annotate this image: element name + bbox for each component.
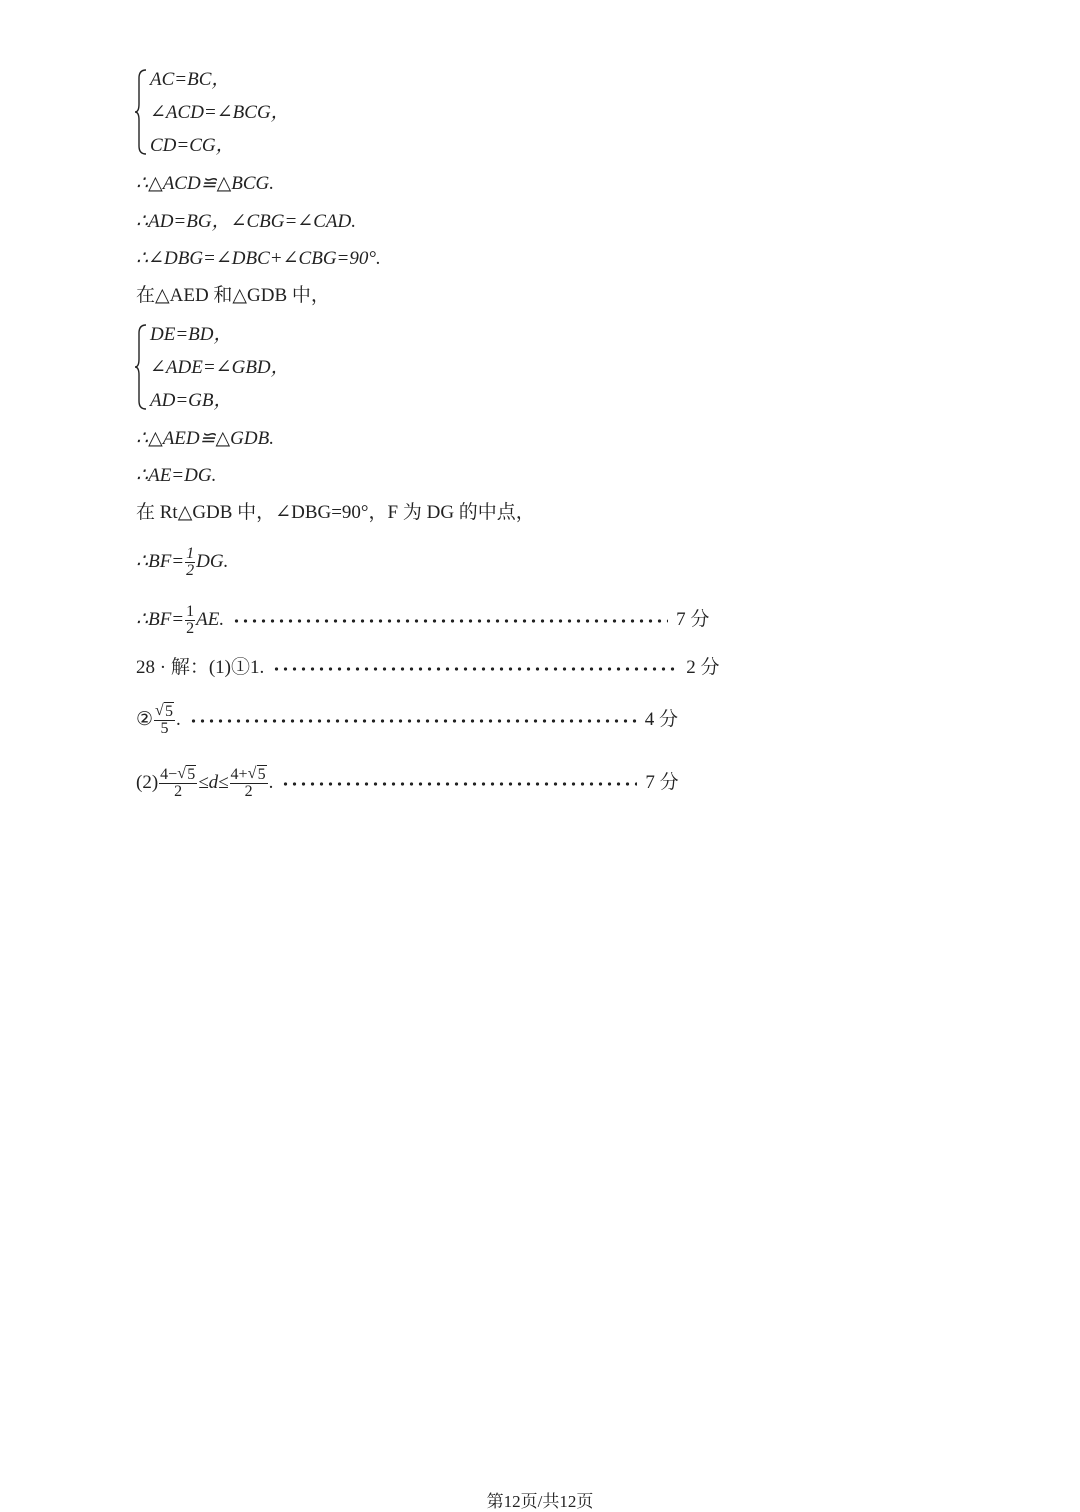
fraction: [230, 767, 268, 800]
left-brace: [134, 323, 148, 407]
bf-prefix: ∴BF=: [136, 609, 185, 630]
part-label: (2): [136, 772, 159, 793]
question-number: 28 · 解：(1)①1.: [136, 657, 265, 678]
proof-line: 在△AED 和△GDB 中，: [136, 285, 330, 306]
denominator: 2: [244, 783, 253, 801]
leader-dots: [232, 618, 668, 624]
radical-sign: √: [155, 702, 164, 720]
numerator: [230, 767, 268, 784]
proof-line-fraction: [136, 542, 228, 582]
denominator: 2: [186, 562, 195, 580]
score-label: 7 分: [645, 772, 679, 793]
fraction: [185, 546, 195, 579]
proof-line: ∴△AED≌△GDB.: [136, 428, 274, 449]
numerator-text: 4+: [230, 766, 248, 784]
equation-row: CD=CG，: [150, 135, 235, 156]
numerator-text: 4−: [160, 766, 178, 784]
proof-line: ∴AD=BG，∠CBG=∠CAD.: [136, 211, 356, 232]
radical-sign: √: [247, 765, 257, 783]
denominator: 2: [186, 620, 195, 638]
suffix: .: [268, 772, 274, 793]
radical-sign: √: [177, 765, 186, 783]
proof-line: ∴∠DBG=∠DBC+∠CBG=90°.: [136, 248, 381, 269]
bf-suffix: DG.: [196, 551, 229, 572]
numerator: [154, 704, 175, 721]
proof-line: 在 Rt△GDB 中，∠DBG=90°，F 为 DG 的中点，: [136, 502, 535, 523]
equation-row: AC=BC，: [150, 69, 231, 90]
proof-line-score: [136, 600, 709, 640]
numerator: 1: [186, 603, 195, 621]
equation-row: DE=BD，: [150, 324, 233, 345]
radicand: 5: [165, 703, 174, 721]
fraction: [185, 604, 195, 637]
denominator: 2: [174, 783, 183, 801]
fraction: [159, 767, 197, 800]
proof-line: ∴AE=DG.: [136, 465, 217, 486]
suffix: .: [176, 709, 181, 730]
fraction: [154, 704, 175, 737]
leader-dots: [272, 666, 678, 672]
bf-suffix: AE.: [196, 609, 225, 630]
proof-line: ∴△ACD≌△BCG.: [136, 173, 274, 194]
denominator: 5: [160, 720, 169, 738]
page-footer: 第12页/共12页: [486, 1492, 594, 1511]
left-brace: [134, 68, 148, 152]
equation-row: ∠ADE=∠GBD，: [150, 357, 290, 378]
leader-dots: [281, 781, 637, 787]
score-label: 7 分: [676, 609, 710, 630]
answer-line: [136, 698, 678, 742]
bf-prefix: ∴BF=: [136, 551, 185, 572]
radicand: 5: [187, 766, 196, 784]
answer-line: [136, 760, 679, 806]
radicand: 5: [257, 766, 266, 784]
answer-line: [136, 656, 720, 680]
numerator: 1: [186, 545, 195, 563]
circle-number: ②: [136, 709, 154, 730]
numerator: [159, 767, 197, 784]
inequality: ≤d≤: [198, 772, 229, 793]
leader-dots: [189, 718, 637, 724]
score-label: 2 分: [686, 657, 720, 678]
score-label: 4 分: [644, 709, 679, 730]
equation-row: ∠ACD=∠BCG，: [150, 102, 290, 123]
equation-row: AD=GB，: [150, 390, 233, 411]
